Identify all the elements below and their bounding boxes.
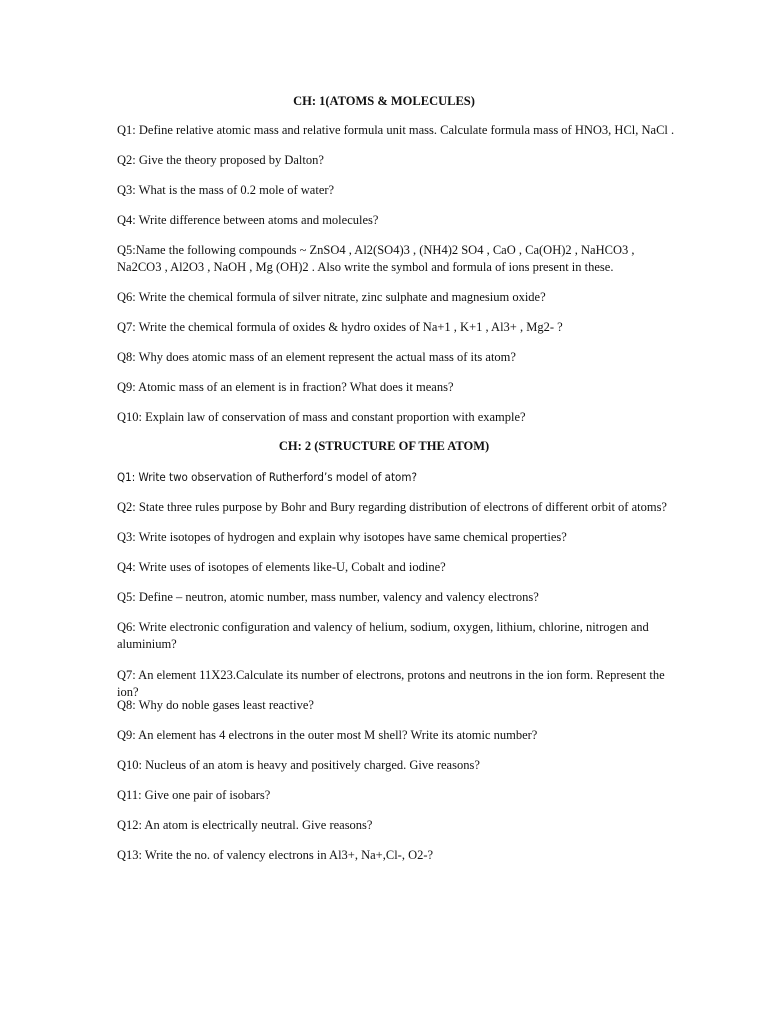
- ch1-question-9: Q9: Atomic mass of an element is in fraction? What does it means?: [117, 380, 454, 394]
- ch2-question-12: Q12: An atom is electrically neutral. Give reasons?: [117, 818, 373, 832]
- ch2-question-10: Q10: Nucleus of an atom is heavy and positively charged. Give reasons?: [117, 758, 480, 772]
- ch1-question-6: Q6: Write the chemical formula of silver nitrate, zinc sulphate and magnesium oxide?: [117, 290, 546, 304]
- ch2-question-8: Q8: Why do noble gases least reactive?: [117, 698, 314, 712]
- ch2-question-3: Q3: Write isotopes of hydrogen and explain why isotopes have same chemical properties?: [117, 530, 567, 544]
- ch1-question-8: Q8: Why does atomic mass of an element represent the actual mass of its atom?: [117, 350, 516, 364]
- ch2-question-1: Q1: Write two observation of Rutherford’s model of atom?: [117, 470, 417, 484]
- ch2-question-9: Q9: An element has 4 electrons in the outer most M shell? Write its atomic number?: [117, 728, 538, 742]
- ch1-question-1: Q1: Define relative atomic mass and relative formula unit mass. Calculate formula mass of HNO3, HCl, NaCl .: [117, 123, 675, 137]
- ch1-question-3: Q3: What is the mass of 0.2 mole of water?: [117, 183, 335, 197]
- ch2-question-2: Q2: State three rules purpose by Bohr and Bury regarding distribution of electrons of different orbit of atoms?: [117, 500, 667, 514]
- ch2-question-6: Q6: Write electronic configuration and valency of helium, sodium, oxygen, lithium, chlorine, nitrogen and aluminium?: [117, 620, 649, 651]
- ch2-question-5: Q5: Define – neutron, atomic number, mass number, valency and valency electrons?: [117, 590, 539, 604]
- ch1-question-7: Q7: Write the chemical formula of oxides & hydro oxides of Na+1 , K+1 , Al3+ , Mg2- ?: [117, 320, 563, 334]
- ch1-question-4: Q4: Write difference between atoms and molecules?: [117, 213, 379, 227]
- ch1-question-10: Q10: Explain law of conservation of mass and constant proportion with example?: [117, 410, 526, 424]
- ch2-question-13: Q13: Write the no. of valency electrons in Al3+, Na+,Cl-, O2-?: [117, 848, 434, 862]
- ch1-question-2: Q2: Give the theory proposed by Dalton?: [117, 153, 324, 167]
- ch2-question-7: Q7: An element 11X23.Calculate its number of electrons, protons and neutrons in the ion form. Represent the ion?: [117, 668, 665, 699]
- ch2-question-11: Q11: Give one pair of isobars?: [117, 788, 271, 802]
- chapter-2-heading: CH: 2 (STRUCTURE OF THE ATOM): [278, 439, 490, 453]
- ch1-question-5: Q5:Name the following compounds ~ ZnSO4 , Al2(SO4)3 , (NH4)2 SO4 , CaO , Ca(OH)2 , NaHCO3 , Na2CO3 , Al2O3 , NaOH , Mg (OH)2 . Also write the symbol and formula of ions present in these.: [117, 243, 635, 274]
- chapter-1-heading: CH: 1(ATOMS & MOLECULES): [293, 94, 475, 108]
- ch2-question-4: Q4: Write uses of isotopes of elements like-U, Cobalt and iodine?: [117, 560, 446, 574]
